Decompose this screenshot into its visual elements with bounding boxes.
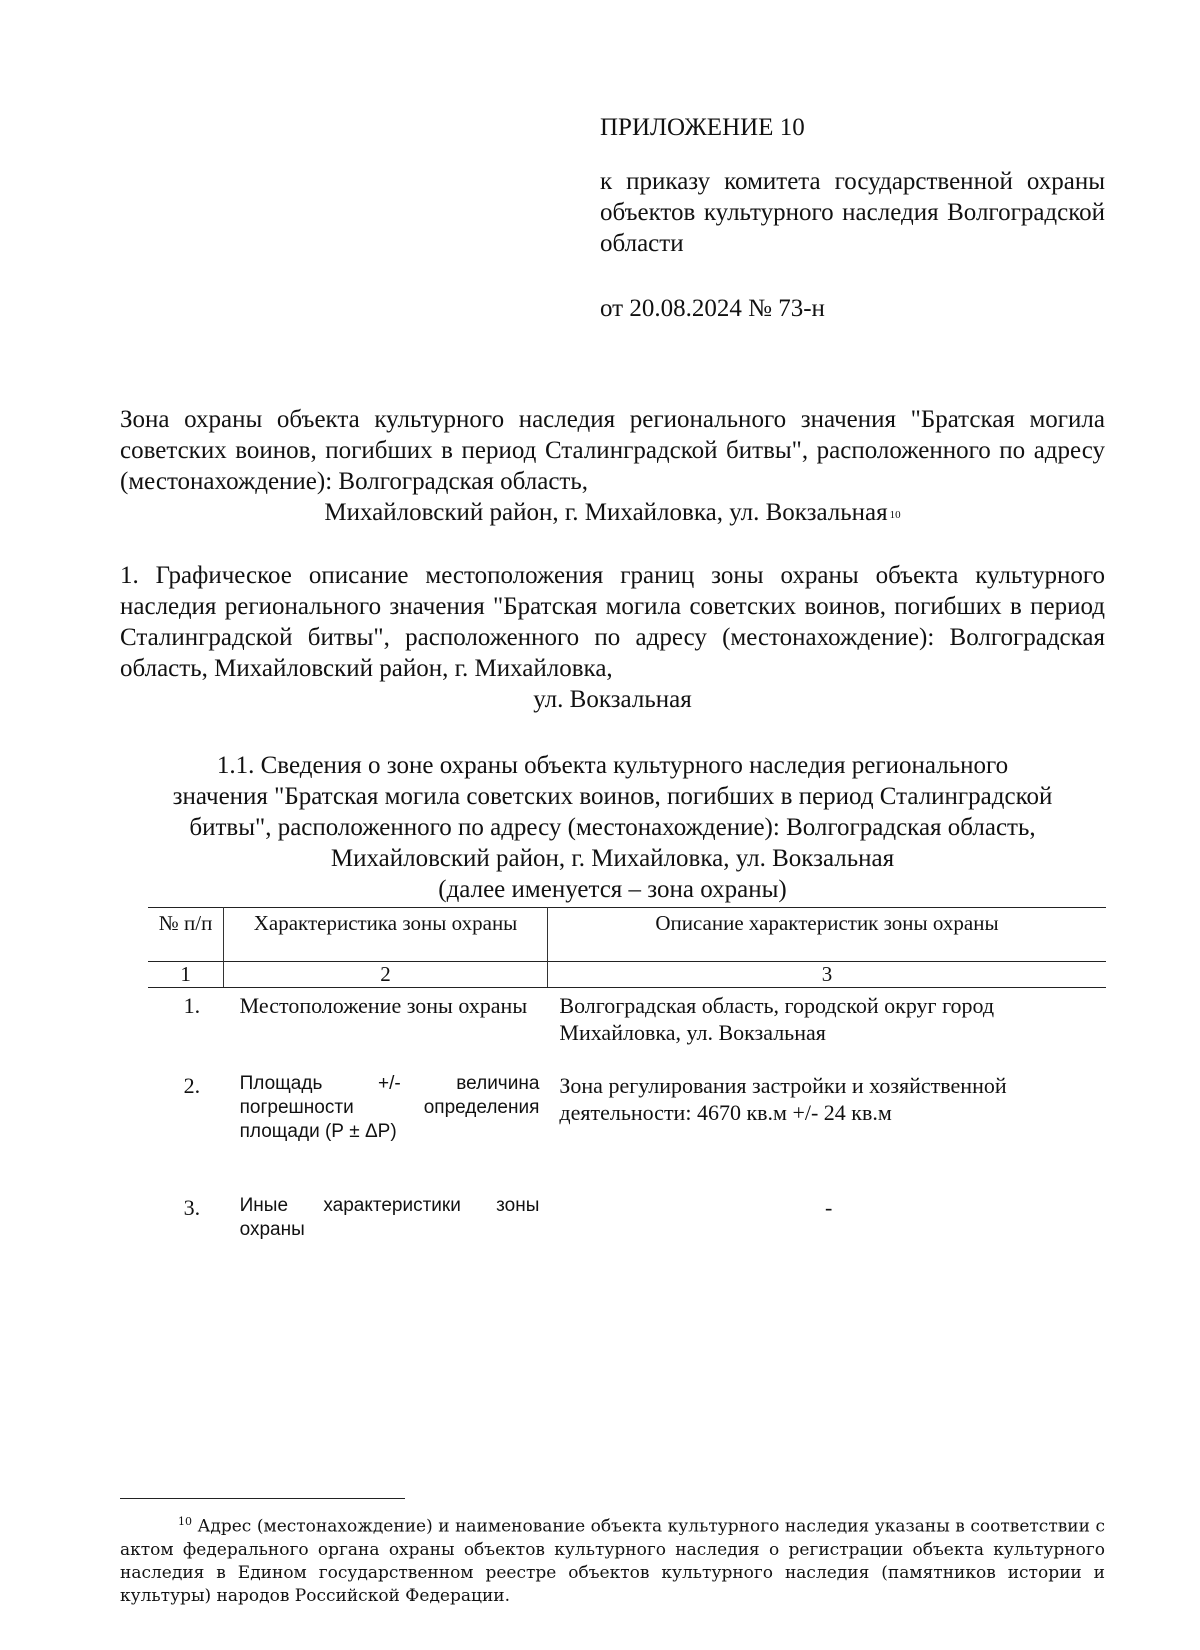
section-1-heading xyxy=(120,560,1105,715)
row-characteristic: Иные характеристики зоны охраны xyxy=(239,1195,540,1240)
table-row xyxy=(148,1190,1106,1254)
row-description: Зона регулирования застройки и хозяйственной деятельности: 4670 кв.м +/- 24 кв.м xyxy=(559,1073,1007,1125)
section-1-1-line-4: Михайловский район, г. Михайловка, ул. Вокзальная xyxy=(330,845,895,872)
section-1-1-line-3: битвы", расположенного по адресу (местонахождение): Волгоградская область, xyxy=(189,814,1036,841)
row-description: - xyxy=(825,1195,833,1220)
table-row xyxy=(148,988,1106,1069)
footnote-mark: 10 xyxy=(178,1515,192,1528)
row-number: 1. xyxy=(183,993,201,1018)
appendix-block xyxy=(600,112,1105,324)
row-description: Волгоградская область, городской округ город Михайловка, ул. Вокзальная xyxy=(559,993,995,1045)
footnote-text: Адрес (местонахождение) и наименование объекта культурного наследия указаны в соответствии с актом федерального органа охраны объектов культурного наследия о регистрации объекта культурного наследия в Едином государственном реестре объектов культурного наследия (памятников истории и культуры) народов Российской Федерации. xyxy=(120,1516,1105,1606)
zone-info-table xyxy=(148,907,1106,1254)
table-row xyxy=(148,1068,1106,1190)
header-characteristic: Характеристика зоны охраны xyxy=(224,908,548,962)
appendix-title: ПРИЛОЖЕНИЕ 10 xyxy=(600,114,805,141)
header-description: Описание характеристик зоны охраны xyxy=(547,908,1106,962)
footnote-divider xyxy=(120,1498,405,1499)
row-number: 3. xyxy=(183,1195,201,1220)
column-number-2: 2 xyxy=(224,962,548,988)
table-column-numbers-row xyxy=(148,962,1106,988)
row-characteristic: Площадь +/- величина погрешности определения площади (Р ± ΔР) xyxy=(239,1073,540,1142)
zone-heading-last-line: Михайловский район, г. Михайловка, ул. Вокзальная xyxy=(324,499,888,526)
row-characteristic: Местоположение зоны охраны xyxy=(239,993,528,1018)
section-1-last-line: ул. Вокзальная xyxy=(533,686,692,713)
section-1-1-line-5: (далее именуется – зона охраны) xyxy=(438,876,787,903)
appendix-order-reference: к приказу комитета государственной охраны объектов культурного наследия Волгоградской области xyxy=(600,168,1105,257)
header-number: № п/п xyxy=(148,908,224,962)
section-1-1-heading xyxy=(120,750,1105,905)
table-header-row xyxy=(148,908,1106,962)
zone-heading xyxy=(120,404,1105,528)
section-1-1-line-1: 1.1. Сведения о зоне охраны объекта культурного наследия регионального xyxy=(216,752,1009,779)
column-number-3: 3 xyxy=(547,962,1106,988)
row-number: 2. xyxy=(183,1073,201,1098)
zone-heading-text: Зона охраны объекта культурного наследия регионального значения "Братская могила советских воинов, погибших в период Сталинградской битвы", расположенного по адресу (местонахождение): Волгоградская область, xyxy=(120,406,1105,495)
footnote xyxy=(120,1510,1105,1608)
section-1-text: 1. Графическое описание местоположения границ зоны охраны объекта культурного наследия регионального значения "Братская могила советских воинов, погибших в период Сталинградской битвы", расположенного по адресу (местонахождение): Волгоградская область, Михайловский район, г. Михайловка, xyxy=(120,562,1105,682)
appendix-date: от 20.08.2024 № 73-н xyxy=(600,295,825,322)
column-number-1: 1 xyxy=(148,962,224,988)
section-1-1-line-2: значения "Братская могила советских воинов, погибших в период Сталинградской xyxy=(172,783,1053,810)
footnote-reference[interactable]: 10 xyxy=(889,509,901,521)
